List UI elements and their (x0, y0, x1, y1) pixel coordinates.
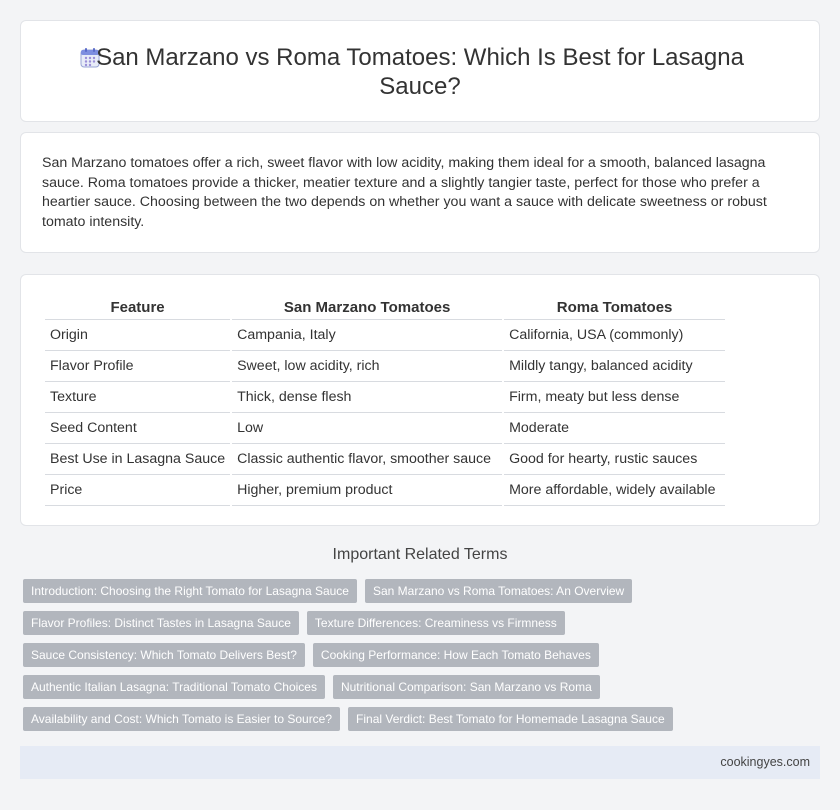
table-cell: Price (45, 475, 230, 506)
related-term-link[interactable]: Final Verdict: Best Tomato for Homemade Lasagna Sauce (348, 707, 673, 731)
table-cell: Best Use in Lasagna Sauce (45, 444, 230, 475)
table-header-row (45, 295, 725, 320)
column-header: Feature (45, 295, 230, 320)
tag-row (23, 643, 823, 667)
comparison-card (20, 274, 820, 526)
table-cell: Higher, premium product (232, 475, 502, 506)
column-header: Roma Tomatoes (504, 295, 725, 320)
page-title: San Marzano vs Roma Tomatoes: Which Is Best for Lasagna Sauce? (96, 44, 744, 100)
table-cell: Campania, Italy (232, 320, 502, 351)
table-cell: Low (232, 413, 502, 444)
related-term-link[interactable]: San Marzano vs Roma Tomatoes: An Overview (365, 579, 632, 603)
table-cell: Classic authentic flavor, smoother sauce (232, 444, 502, 475)
table-cell: Seed Content (45, 413, 230, 444)
tag-row (23, 579, 823, 603)
table-row (45, 382, 725, 413)
table-row (45, 413, 725, 444)
comparison-table (43, 295, 727, 506)
table-cell: Texture (45, 382, 230, 413)
related-term-link[interactable]: Cooking Performance: How Each Tomato Behaves (313, 643, 599, 667)
related-term-link[interactable]: Nutritional Comparison: San Marzano vs Roma (333, 675, 600, 699)
table-cell: California, USA (commonly) (504, 320, 725, 351)
table-cell: Flavor Profile (45, 351, 230, 382)
table-cell: Sweet, low acidity, rich (232, 351, 502, 382)
column-header: San Marzano Tomatoes (232, 295, 502, 320)
related-term-link[interactable]: Flavor Profiles: Distinct Tastes in Lasagna Sauce (23, 611, 299, 635)
related-terms-list (23, 579, 823, 739)
table-row (45, 444, 725, 475)
tag-row (23, 611, 823, 635)
related-term-link[interactable]: Authentic Italian Lasagna: Traditional Tomato Choices (23, 675, 325, 699)
related-term-link[interactable]: Availability and Cost: Which Tomato is Easier to Source? (23, 707, 340, 731)
table-row (45, 475, 725, 506)
table-row (45, 320, 725, 351)
intro-text: San Marzano tomatoes offer a rich, sweet flavor with low acidity, making them ideal for a smooth, balanced lasagna sauce. Roma tomatoes provide a thicker, meatier texture and a slightly tangier taste, perfect for those who prefer a heartier sauce. Choosing between the two depends on whether you want a sauce with delicate sweetness or robust tomato intensity. (42, 155, 767, 230)
related-term-link[interactable]: Sauce Consistency: Which Tomato Delivers Best? (23, 643, 305, 667)
table-cell: More affordable, widely available (504, 475, 725, 506)
table-cell: Firm, meaty but less dense (504, 382, 725, 413)
intro-card (20, 132, 820, 253)
header-card (20, 20, 820, 122)
related-term-link[interactable]: Introduction: Choosing the Right Tomato for Lasagna Sauce (23, 579, 357, 603)
table-cell: Good for hearty, rustic sauces (504, 444, 725, 475)
table-cell: Moderate (504, 413, 725, 444)
related-term-link[interactable]: Texture Differences: Creaminess vs Firmness (307, 611, 565, 635)
table-row (45, 351, 725, 382)
table-cell: Thick, dense flesh (232, 382, 502, 413)
footer (20, 746, 820, 779)
related-terms-heading: Important Related Terms (332, 546, 508, 563)
footer-site-link[interactable]: cookingyes.com (720, 755, 810, 769)
table-cell: Origin (45, 320, 230, 351)
tag-row (23, 707, 823, 731)
tag-row (23, 675, 823, 699)
table-cell: Mildly tangy, balanced acidity (504, 351, 725, 382)
